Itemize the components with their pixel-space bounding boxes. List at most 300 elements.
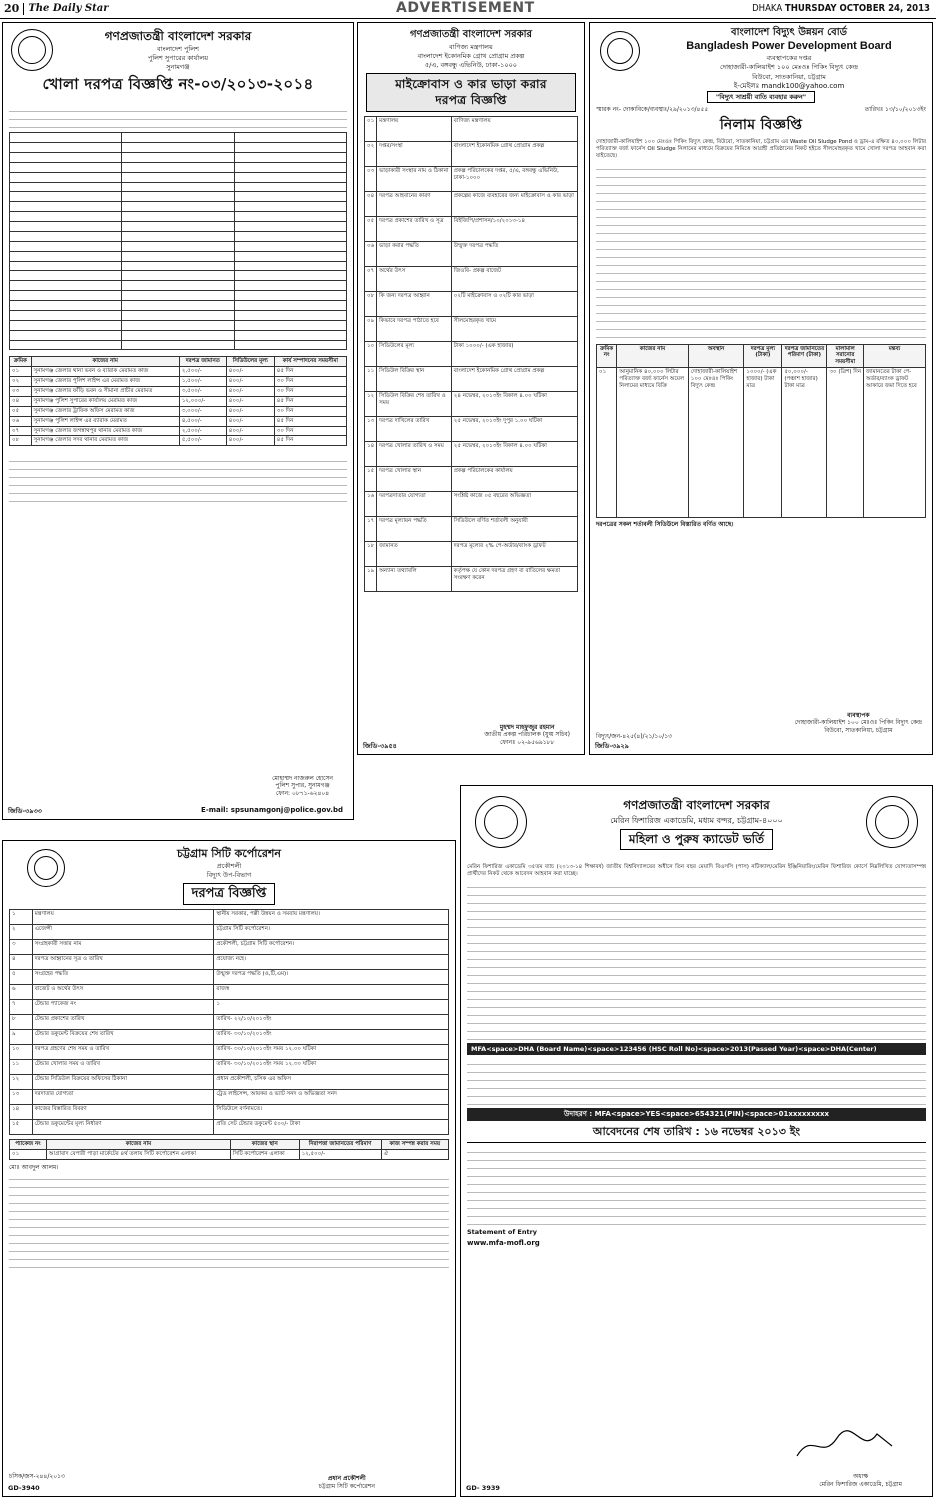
ctg-work-table	[9, 1139, 449, 1160]
table-cell: দরপত্র গ্রহণের শেষ সময় ও তারিখ	[32, 1045, 214, 1060]
commerce-signer-role: জাতীয় প্রকল্প পরিচালক (যুগ্ম সচিব)	[484, 731, 570, 738]
commerce-phone: ফোনঃ ০২-৯৫৬৯১৮৮	[499, 738, 555, 746]
table-cell: সুনামগঞ্জ জেলার জগন্নাথপুর থানার মেরামত কাজ	[31, 426, 179, 436]
table-cell: ০২টি মাইক্রোবাস ও ০২টি কার ভাড়া	[451, 291, 577, 316]
table-row	[365, 516, 578, 541]
ctg-signer-org: চট্টগ্রাম সিটি কর্পোরেশন	[318, 1482, 375, 1490]
table-cell: সংগ্রহকারী সত্তার নাম	[32, 940, 214, 955]
table-cell: ১৯	[365, 566, 377, 591]
marine-intro: মেরিন ফিশারিজ একাডেমি ৩৫তম ব্যাচ (২০১৩-১৪ শিক্ষাবর্ষ) জাতীয় বিশ্ববিদ্যালয়ের অধীনে তিন বছর মেয়াদি বিএসসি (পাস) নটিক্যাল/মেরিন ইঞ্জিনিয়ারিং/মেরিন ফিশারিজ কোর্সে নিম্নলিখিত যোগ্যতাসম্পন্ন প্রার্থীদের নিকট থেকে আবেদন আহবান করা যাচ্ছে।	[467, 864, 926, 877]
table-cell: কর্তৃপক্ষ যে কোন দরপত্র গ্রহণ বা বাতিলের ক্ষমতা সংরক্ষণ করেন	[451, 566, 577, 591]
table-cell: মন্ত্রণালয়	[32, 910, 214, 925]
table-cell: তারিখ- ৩০/১০/২০১৩ইং সময় ১২.৩০ ঘটিকা	[214, 1060, 449, 1075]
police-works-table	[9, 356, 347, 446]
table-cell: ০২	[365, 141, 377, 166]
police-phone: ফোন: ০৮৭১-৬২৪০৪	[275, 789, 330, 797]
table-cell: টেন্ডার খোলার সময় ও তারিখ	[32, 1060, 214, 1075]
ad-police-tender	[2, 22, 354, 820]
academy-emblem-icon	[866, 796, 918, 848]
table-cell: তারিখ- ২২/১০/২০১৩ইং	[214, 1015, 449, 1030]
table-row	[10, 406, 347, 416]
bpdb-col-header: দরপত্র জামানতের পরিমাণ (টাকা)	[782, 344, 827, 368]
ctg-col-header: প্যাকেজ নং	[10, 1140, 47, 1150]
table-cell: ৩০ দিন	[274, 426, 346, 436]
table-row	[10, 172, 347, 182]
table-cell: ১	[10, 910, 33, 925]
bpdb-signer-location: বিউবো, সাতকানিয়া, চট্টগ্রাম	[824, 726, 893, 734]
table-cell: ৪৫ দিন	[274, 436, 346, 446]
table-cell: দরপত্র খোলার তারিখ ও সময়	[377, 441, 452, 466]
table-row	[10, 416, 347, 426]
table-cell: ৪০০/-	[226, 367, 274, 377]
table-row	[10, 1090, 449, 1105]
table-cell: ৩০ দিন	[274, 406, 346, 416]
table-row	[365, 166, 578, 191]
ctg-signature	[319, 1475, 375, 1490]
marine-ad-code: GD- 3939	[466, 1483, 500, 1492]
table-row	[10, 1030, 449, 1045]
police-col-header: সিডিউলের মূল্য	[226, 357, 274, 367]
table-cell: ট্রেড লাইসেন্স, আয়কর ও ভ্যাট সনদ ও অভিজ্ঞতা সনদ	[214, 1090, 449, 1105]
ad-marine-academy	[460, 785, 933, 1497]
table-row	[10, 291, 347, 301]
police-col-header: কার্য সম্পাদনের সময়সীমা	[274, 357, 346, 367]
table-row	[365, 116, 578, 141]
table-row	[10, 320, 347, 330]
police-officer-role: পুলিশ সুপার, সুনামগঞ্জ	[275, 782, 330, 789]
commerce-govt-title: গণপ্রজাতন্ত্রী বাংলাদেশ সরকার	[410, 29, 532, 40]
bpdb-office: ব্যবস্থাপকের দপ্তর	[766, 54, 812, 63]
ad-microbus-rental	[357, 22, 585, 755]
table-cell: প্রকল্পের কাজে ব্যবহারের জন্য মাইক্রোবাস ও কার ভাড়া	[451, 191, 577, 216]
table-cell: ০৮	[365, 291, 377, 316]
table-row	[10, 162, 347, 172]
bpdb-signature	[795, 712, 922, 735]
table-cell: ০৩	[10, 387, 32, 397]
table-cell: ১৪	[10, 1105, 33, 1120]
table-cell: উন্মুক্ত দরপত্র পদ্ধতি	[451, 241, 577, 266]
table-cell: ১,৫০০/-	[179, 377, 226, 387]
table-cell: সুনামগঞ্জ পুলিশ লাইন্স এর ব্যারাক মেরামত	[31, 416, 179, 426]
table-cell: রাজস্ব	[214, 985, 449, 1000]
table-row	[365, 216, 578, 241]
table-cell: ১০০০/- (এক হাজার) টাকা মাত্র	[744, 368, 782, 518]
bpdb-table	[596, 344, 926, 519]
bpdb-memo-date: তারিখঃ ১৩/১০/২০১৩ইং	[864, 105, 926, 113]
table-cell: ০৬	[10, 416, 32, 426]
table-cell: সীলমোহরকৃত খামে	[451, 316, 577, 341]
commerce-ad-code: জিডি-৩৯৫৪	[363, 741, 397, 750]
table-row	[10, 387, 347, 397]
table-cell: দরপত্র খোলার স্থান	[377, 466, 452, 491]
bpdb-ref: বিদ্যুৎ/জন-৪২৫(৪)/২১/১০/১৩	[596, 732, 673, 740]
marine-entry-note: Statement of Entry	[467, 1228, 538, 1237]
table-cell: দপ্তর/সংস্থা	[377, 141, 452, 166]
table-cell: ২,৫০০/-	[179, 426, 226, 436]
table-row	[10, 925, 449, 940]
table-row	[10, 970, 449, 985]
table-cell: প্রযোজ্য নহে।	[214, 955, 449, 970]
table-cell: বাজেট ও অর্থের উৎস	[32, 985, 214, 1000]
ctg-org: চট্টগ্রাম সিটি কর্পোরেশন	[177, 847, 281, 860]
table-cell: ৫,৫০০/-	[179, 436, 226, 446]
police-emblem-icon	[11, 29, 53, 71]
table-row	[365, 341, 578, 366]
table-cell: ৪০০/-	[226, 426, 274, 436]
table-cell: সিডিউলের মূল্য	[377, 341, 452, 366]
table-cell: ভাড়া করার পদ্ধতি	[377, 241, 452, 266]
table-cell: প্রকল্প পরিচালকের দপ্তর, ৫/এ, বঙ্গবন্ধু এভিনিউ, ঢাকা-১০০০	[451, 166, 577, 191]
ctg-emblem-icon	[27, 849, 65, 887]
masthead-divider	[23, 3, 24, 15]
ctg-officer-name: মোঃ আবদুল আলম।	[9, 1164, 59, 1171]
table-row	[10, 301, 347, 311]
bpdb-col-header: কাজের নাম	[617, 344, 689, 368]
table-row	[10, 1120, 449, 1135]
table-cell: ১৮	[365, 541, 377, 566]
table-cell: কিভাবে দরপত্র পাঠাতে হবে	[377, 316, 452, 341]
commerce-signer: মুহম্মদ মাহফুজুর রহমান	[499, 723, 555, 731]
table-cell: ৪৫ দিন	[274, 396, 346, 406]
table-row	[10, 192, 347, 202]
table-cell: ৪০০/-	[226, 396, 274, 406]
table-cell: দোহাজারী-কালিয়াইশ ১০০ মেঃওঃ পিকিং বিদ্যুৎ কেন্দ্র	[688, 368, 744, 518]
table-cell: প্রধান প্রকৌশলী, চসিক এর অফিস	[214, 1075, 449, 1090]
table-row	[365, 141, 578, 166]
table-cell: ঐ	[381, 1150, 448, 1160]
ctg-dept: প্রকৌশলী	[216, 861, 242, 870]
bpdb-intro: দোহাজারী-কালিয়াইশ ১০০ মেঃওঃ পিকিং বিদ্যুৎ কেন্দ্র, বিউবো, সাতকানিয়া, চট্টগ্রাম এর Waste Oil Sludge Pond ও ড্রাম-এ রক্ষিত ৪০,০০০ লিটার পরিত্যাক্ত বর্জ্য ফার্নেস Oil Sludge নিলামের মাধ্যমে বিক্রয়ের নিমিত্তে আগ্রহী প্রতিষ্ঠানের নিকট হইতে সীলমোহরকৃত খামে খোলা দরপত্র আহবান করা যাইতেছে।	[596, 138, 926, 159]
table-cell: দরদাতার যোগ্যতা	[32, 1090, 214, 1105]
table-cell: ভাড়াকারী সংস্থার নাম ও ঠিকানা	[377, 166, 452, 191]
dateline-date: THURSDAY OCTOBER 24, 2013	[784, 3, 930, 14]
table-cell: ৩০ (ত্রিশ) দিন	[827, 368, 864, 518]
table-cell: টেন্ডার প্রকাশের তারিখ	[32, 1015, 214, 1030]
table-cell: ৬	[10, 985, 33, 1000]
bpdb-english-name: Bangladesh Power Development Board	[686, 39, 892, 52]
table-cell: ৪০০/-	[226, 387, 274, 397]
table-cell: ০৪	[365, 191, 377, 216]
bpdb-signer-office: দোহাজারী-কালিয়াইশ ১০০ মেঃওঃ পিকিং বিদ্যুৎ কেন্দ্র	[794, 719, 922, 726]
bpdb-location: বিউবো, সাতকানিয়া, চট্টগ্রাম	[752, 72, 826, 81]
table-cell: টেন্ডার ডকুমেন্ট বিক্রয়ের শেষ তারিখ	[32, 1030, 214, 1045]
table-cell: সংগ্রহের পদ্ধতি	[32, 970, 214, 985]
table-cell: দরপত্র মূল্যের ২% পে-অর্ডার/ব্যাংক ড্রাফট	[451, 541, 577, 566]
bpdb-col-header: মন্তব্য	[863, 344, 925, 368]
table-cell: ৮	[10, 1015, 33, 1030]
ad-bpdb-auction	[589, 22, 933, 755]
table-cell: ০৪	[10, 396, 32, 406]
table-row	[10, 261, 347, 271]
table-cell: ১৩	[10, 1090, 33, 1105]
police-ad-code: জিডি-৩৯৩৩	[8, 806, 42, 815]
table-cell: সংশ্লিষ্ট কাজে ০৫ বছরের অভিজ্ঞতা	[451, 491, 577, 516]
table-cell: ২৫ নভেম্বর, ২০১৩ইং দুপুর ১.০০ ঘটিকা	[451, 416, 577, 441]
table-row	[365, 266, 578, 291]
table-cell: দরপত্র প্রকাশের তারিখ ও সূত্র	[377, 216, 452, 241]
marine-academy-name: মেরিন ফিশারিজ একাডেমি, মধ্যম বন্দর, চট্টগ্রাম-৪০০০	[610, 816, 783, 825]
table-row	[365, 441, 578, 466]
table-cell: ৩,০০০/-	[179, 406, 226, 416]
commerce-signature	[484, 724, 570, 747]
table-cell: ৪০০/-	[226, 406, 274, 416]
table-cell: ২	[10, 925, 33, 940]
marine-signature	[819, 1473, 902, 1488]
bpdb-emblem-icon	[600, 31, 640, 71]
table-row	[10, 1105, 449, 1120]
table-cell: ০১	[365, 116, 377, 141]
table-cell: কাজের বিস্তারিত বিবরণ	[32, 1105, 214, 1120]
table-cell: ৯	[10, 1030, 33, 1045]
bpdb-footer-note: দরপত্রের সকল শর্তাবলী সিডিউলে বিস্তারিত বর্ণিত আছে।	[596, 521, 734, 529]
ctg-signer: প্রধান প্রকৌশলী	[327, 1475, 366, 1482]
table-row	[10, 985, 449, 1000]
table-cell: সুনামগঞ্জ জেলার সদর থানার মেরামত কাজ	[31, 436, 179, 446]
marine-sms-example: উদাহরণ : MFA<space>YES<space>654321(PIN)<space>01xxxxxxxxx	[467, 1108, 926, 1121]
table-cell: ৪৫ দিন	[274, 367, 346, 377]
masthead-dateline	[752, 3, 930, 15]
table-cell: ৪০০/-	[226, 377, 274, 387]
handwritten-signature	[792, 1426, 902, 1466]
table-row	[10, 330, 347, 340]
table-cell: ৩০ দিন	[274, 377, 346, 387]
table-row	[365, 191, 578, 216]
marine-title: মহিলা ও পুরুষ ক্যাডেট ভর্তি	[620, 829, 773, 850]
table-cell: সুনামগঞ্জ জেলার ফাঁড়ি ভবন ও সীমানা প্রাচীর মেরামত	[31, 387, 179, 397]
table-cell: ১১	[365, 366, 377, 391]
table-cell: প্রকৌশলী, চট্টগ্রাম সিটি কর্পোরেশন।	[214, 940, 449, 955]
table-cell: কি জন্য দরপত্র আহ্বান	[377, 291, 452, 316]
table-cell: আনুমানিক ৪০,০০০ লিটার পরিত্যাক্ত বর্জ্য ফার্নেস অয়েল নিলামের মাধ্যমে বিক্রি	[617, 368, 689, 518]
table-row	[10, 182, 347, 192]
table-row	[365, 366, 578, 391]
table-cell: ১০	[10, 1045, 33, 1060]
table-cell: প্রতি সেট টেন্ডার ডকুমেন্ট ৫০০/- টাকা	[214, 1120, 449, 1135]
table-cell: প্রকল্প পরিচালকের কার্যালয়	[451, 466, 577, 491]
table-row	[10, 367, 347, 377]
ctg-col-header: কাজের স্থান	[230, 1140, 299, 1150]
table-row	[10, 222, 347, 232]
table-cell: ৫০,০০০/- (পঞ্চাশ হাজার) টাকা মাত্র	[782, 368, 827, 518]
table-cell: ৪০০/-	[226, 436, 274, 446]
table-row	[10, 1045, 449, 1060]
table-cell: ০৩	[365, 166, 377, 191]
table-cell: সিডিউল বিক্রির স্থান	[377, 366, 452, 391]
table-cell: জামানতের টাকা পে-অর্ডার/ব্যাংক ড্রাফট আকারে জমা দিতে হবে	[863, 368, 925, 518]
ctg-col-header: কাজের নাম	[46, 1140, 230, 1150]
table-cell: অন্যান্য তথ্যাবলি	[377, 566, 452, 591]
table-cell: ১৩	[365, 416, 377, 441]
table-cell: সিডিউলে বর্ণনামতে।	[214, 1105, 449, 1120]
newspaper-name: The Daily Star	[28, 2, 109, 14]
table-row	[10, 310, 347, 320]
marine-website[interactable]: www.mfa-mofl.org	[467, 1238, 540, 1247]
table-cell: ৪৫ দিন	[274, 416, 346, 426]
table-cell: ৩০ দিন	[274, 387, 346, 397]
table-cell: সুনামগঞ্জ জেলার থানা ভবন ও ব্যারাক মেরামত কাজ	[31, 367, 179, 377]
table-cell: ১৫	[365, 466, 377, 491]
table-cell: ১২,০০০/-	[179, 396, 226, 406]
table-cell: ০১	[10, 367, 32, 377]
police-place: সুনামগঞ্জ	[166, 63, 190, 72]
table-row	[10, 202, 347, 212]
table-row	[10, 426, 347, 436]
table-row	[10, 133, 347, 143]
table-cell: দরপত্র আহ্বানের সূত্র ও তারিখ	[32, 955, 214, 970]
bpdb-plant: দোহাজারী-কালিয়াইশ ১০০ মেঃওঃ পিকিং বিদ্যুৎ কেন্দ্র	[720, 63, 858, 72]
table-cell: ১৭	[365, 516, 377, 541]
table-row	[365, 491, 578, 516]
table-cell: ১২,৫০০/-	[299, 1150, 381, 1160]
table-row	[365, 566, 578, 591]
police-col-header: দরপত্র জামানত	[179, 357, 226, 367]
table-cell: টেন্ডার ডকুমেন্টের মূল্য নির্ধারণ	[32, 1120, 214, 1135]
table-cell: বিইজিপি/প্রশাসন/১০/২০১৩-১৪	[451, 216, 577, 241]
table-cell: মন্ত্রণালয়	[377, 116, 452, 141]
ctg-ad-code: GD-3940	[8, 1483, 40, 1492]
ctg-col-header: কাজ সম্পন্ন করার সময়	[381, 1140, 448, 1150]
marine-govt-title: গণপ্রজাতন্ত্রী বাংলাদেশ সরকার	[623, 798, 770, 812]
commerce-title-line2: দরপত্র বিজ্ঞপ্তি	[435, 92, 507, 107]
marine-deadline: আবেদনের শেষ তারিখ : ১৬ নভেম্বর ২০১৩ ইং	[592, 1124, 801, 1138]
table-row	[10, 143, 347, 153]
table-cell: ২৪ নভেম্বর, ২০১৩ইং বিকাল ৪.০০ ঘটিকা	[451, 391, 577, 416]
table-cell: বাংলাদেশ ইকোনমিক গ্রোথ প্রোগ্রাম প্রকল্প	[451, 141, 577, 166]
dateline-city: DHAKA	[752, 3, 783, 14]
commerce-ministry: বাণিজ্য মন্ত্রণালয়	[449, 42, 493, 51]
table-cell: সিডিউলে বর্ণিত শর্তাবলী অনুযায়ী	[451, 516, 577, 541]
table-row	[365, 391, 578, 416]
table-row	[10, 340, 347, 350]
table-cell: ০৮	[10, 436, 32, 446]
table-cell: ০৭	[365, 266, 377, 291]
table-row	[10, 241, 347, 251]
police-email: E-mail: spsunamgonj@police.gov.bd	[201, 806, 343, 815]
table-row	[10, 212, 347, 222]
table-cell: এজেন্সী	[32, 925, 214, 940]
table-row	[10, 1075, 449, 1090]
table-cell: ৪,৫০০/-	[179, 416, 226, 426]
commerce-title-line1: মাইক্রোবাস ও কার ভাড়া করার	[395, 76, 547, 91]
table-row	[365, 541, 578, 566]
bpdb-col-header: দরপত্র মূল্য (টাকা)	[744, 344, 782, 368]
table-row	[365, 241, 578, 266]
table-cell: ০৫	[10, 406, 32, 416]
masthead	[0, 0, 936, 19]
table-row	[10, 436, 347, 446]
bpdb-title: নিলাম বিজ্ঞপ্তি	[719, 117, 803, 134]
table-cell: ৪০০/-	[226, 416, 274, 426]
bpdb-email: ই-মেইলঃ mandk100@yahoo.com	[733, 81, 845, 90]
bd-govt-emblem-icon	[475, 796, 527, 848]
table-row	[10, 271, 347, 281]
ctg-subdept: বিদ্যুৎ উপ-বিভাগ	[206, 870, 252, 879]
table-cell: ১	[214, 1000, 449, 1015]
table-cell: সিটি কর্পোরেশন এলাকা	[230, 1150, 299, 1160]
table-cell: টেন্ডার প্যাকেজ নং	[32, 1000, 214, 1015]
table-cell: সিডিউল বিক্রির শেষ তারিখ ও সময়	[377, 391, 452, 416]
table-cell: অর্থের উৎস	[377, 266, 452, 291]
police-info-table	[9, 132, 347, 350]
table-cell: ০৯	[365, 316, 377, 341]
table-cell: ০২	[10, 377, 32, 387]
police-col-header: কাজের নাম	[31, 357, 179, 367]
table-cell: ০৭	[10, 426, 32, 436]
table-cell: চট্টগ্রাম সিটি কর্পোরেশন।	[214, 925, 449, 940]
table-row	[10, 377, 347, 387]
bpdb-ad-code: জিডি-৩৯২৯	[595, 741, 629, 750]
police-dept: বাংলাদেশ পুলিশ	[157, 45, 199, 53]
bpdb-col-header: ক্রমিক নং	[597, 344, 617, 368]
police-officer-name: মোহাম্মদ নাজরুল হোসেন	[272, 774, 333, 782]
table-row	[10, 396, 347, 406]
table-cell: ১৪	[365, 441, 377, 466]
bpdb-col-header: মালামাল সরানোর সময়সীমা	[827, 344, 864, 368]
bpdb-signer-role: ব্যবস্থাপক	[847, 711, 870, 719]
bpdb-slogan: "বিদ্যুৎ সাশ্রয়ী বাতি ব্যবহার করুন"	[707, 91, 815, 103]
table-row	[10, 910, 449, 925]
table-cell: ১২	[10, 1075, 33, 1090]
table-row	[365, 416, 578, 441]
table-cell: তারিখ- ৩০/১০/২০১৩ইং	[214, 1030, 449, 1045]
marine-signer-role: অধ্যক্ষ	[853, 1473, 869, 1480]
table-row	[10, 152, 347, 162]
table-row	[10, 281, 347, 291]
table-row	[10, 1150, 449, 1160]
table-row	[10, 231, 347, 241]
commerce-title-box	[366, 73, 576, 112]
table-cell: ০৫	[365, 216, 377, 241]
table-cell: দরপত্র মূল্যায়ন পদ্ধতি	[377, 516, 452, 541]
table-cell: ০১	[597, 368, 617, 518]
table-cell: ০৬	[365, 241, 377, 266]
ctg-ref: চসিক/জস-২৪৪/২০১৩	[9, 1472, 65, 1480]
bpdb-memo-no: স্মারক নং- দোকাবিকে/ব্যবস্থাঃ/২৯/২০১৩/৪৫৫	[596, 105, 709, 113]
table-row	[365, 316, 578, 341]
table-cell: বাণিজ্য মন্ত্রণালয়	[451, 116, 577, 141]
marine-sms-format: MFA<space>DHA (Board Name)<space>123456 (HSC Roll No)<space>2013(Passed Year)<space>DHA(Center)	[467, 1043, 926, 1055]
table-cell: বাংলাদেশ ইকোনমিক গ্রোথ প্রোগ্রাম প্রকল্প	[451, 366, 577, 391]
table-cell: ১২	[365, 391, 377, 416]
police-office: পুলিশ সুপারের কার্যালয়	[147, 54, 209, 63]
table-cell: ১০	[365, 341, 377, 366]
table-row	[10, 251, 347, 261]
ctg-col-header: নিরাপত্তা জামানতের পরিমাণ	[299, 1140, 381, 1150]
commerce-project: বাংলাদেশ ইকোনমিক গ্রোথ প্রোগ্রাম প্রকল্প	[417, 51, 525, 60]
marine-signer-org: মেরিন ফিশারিজ একাডেমি, চট্টগ্রাম	[819, 1480, 902, 1488]
ctg-title: দরপত্র বিজ্ঞপ্তি	[183, 883, 276, 905]
table-cell: ১৬	[365, 491, 377, 516]
table-cell: ১৫	[10, 1120, 33, 1135]
table-cell: ০১	[10, 1150, 47, 1160]
table-row	[10, 1015, 449, 1030]
table-row	[10, 1060, 449, 1075]
table-row	[10, 955, 449, 970]
table-cell: ৭	[10, 1000, 33, 1015]
bpdb-bangla-name: বাংলাদেশ বিদ্যুৎ উন্নয়ন বোর্ড	[731, 27, 847, 38]
table-cell: স্থানীয় সরকার, পল্লী উন্নয়ন ও সমবায় মন্ত্রণালয়।	[214, 910, 449, 925]
police-signature	[272, 775, 333, 798]
bpdb-col-header: অবস্থান	[688, 344, 744, 368]
table-cell: দরপত্রদাতার যোগ্যতা	[377, 491, 452, 516]
police-tender-title: খোলা দরপত্র বিজ্ঞপ্তি নং-০৩/২০১৩-২০১৪	[42, 75, 314, 94]
table-cell: ১১	[10, 1060, 33, 1075]
table-row	[10, 1000, 449, 1015]
police-govt-title: গণপ্রজাতন্ত্রী বাংলাদেশ সরকার	[104, 29, 252, 43]
table-row	[365, 291, 578, 316]
page-number: 20	[4, 2, 20, 16]
commerce-table	[364, 116, 578, 592]
